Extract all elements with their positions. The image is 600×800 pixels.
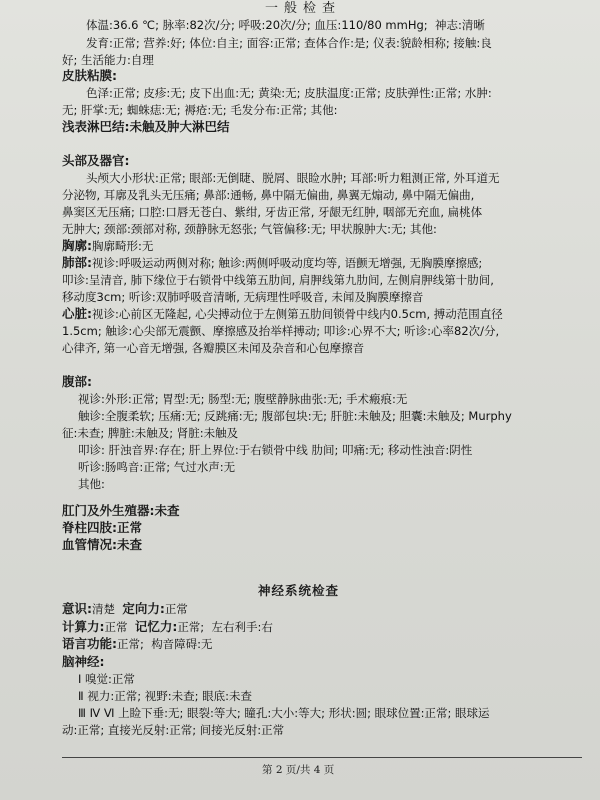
bp-value: 110/80 mmHg — [341, 18, 424, 32]
heart-line-2: 1.5cm; 触诊:心尖部无震颤、摩擦感及抬举样搏动; 叩诊:心界不大; 听诊:心率82次/分, — [62, 324, 500, 338]
head-line-2: 分泌物, 耳廓及乳头无压痛; 鼻部:通畅, 鼻中隔无偏曲, 鼻翼无煽动, 鼻中隔无偏曲, — [62, 188, 475, 202]
abdomen-line-1: 视诊:外形:正常; 胃型:无; 肠型:无; 腹壁静脉曲张:无; 手术瘢痕:无 — [78, 392, 408, 406]
consciousness-value: 清楚 — [92, 602, 115, 616]
lung-line-1 — [62, 256, 482, 270]
spine-line: 脊柱四肢:正常 — [62, 520, 142, 535]
page-title: 一般检查 — [265, 1, 342, 16]
lung-line-2: 叩诊:呈清音, 肺下缘位于右锁骨中线第五肋间, 肩胛线第九肋间, 左侧肩胛线第十肋间, — [62, 273, 494, 287]
consciousness-label: 意识: — [62, 601, 92, 616]
lung-text-1: 视诊:呼吸运动两侧对称; 触诊:两侧呼吸动度均等, 语颤无增强, 无胸膜摩擦感; — [92, 256, 483, 270]
heart-label: 心脏: — [62, 306, 92, 321]
lung-label: 肺部: — [62, 255, 92, 270]
resp-label: 呼吸: — [238, 18, 266, 32]
skin-line-2: 无; 肝掌:无; 蜘蛛痣:无; 褥疮:无; 毛发分布:正常; 其他: — [62, 103, 338, 117]
chest-label: 胸廓: — [62, 238, 92, 253]
temp-label: 体温: — [86, 18, 113, 32]
orientation-value: 正常 — [164, 602, 188, 616]
neuro-language-line — [62, 637, 213, 651]
abdomen-heading: 腹部: — [62, 374, 92, 389]
general-line-2: 好; 生活能力:自理 — [62, 53, 154, 67]
abdomen-line-4: 叩诊: 肝浊音界:存在; 肝上界位:于右锁骨中线 肋间; 叩痛:无; 移动性浊音:阴性 — [78, 443, 473, 457]
memory-value: 正常; — [177, 620, 205, 634]
vessel-line: 血管情况:未查 — [62, 537, 142, 552]
cranial-nerve-2: Ⅱ 视力:正常; 视野:未查; 眼底:未查 — [78, 689, 252, 703]
head-line-3: 鼻窦区无压痛; 口腔:口唇无苍白、紫绀, 牙齿正常, 牙龈无红肿, 咽部无充血, 扁桃体 — [62, 205, 483, 219]
lung-line-3: 移动度3cm; 听诊:双肺呼吸音清晰, 无病理性呼吸音, 未闻及胸膜摩擦音 — [62, 290, 424, 304]
abdomen-line-2: 触诊:全腹柔软; 压痛:无; 反跳痛:无; 腹部包块:无; 肝脏:未触及; 胆囊:未触及; Murphy — [78, 409, 512, 423]
abdomen-line-5: 听诊:肠鸣音:正常; 气过水声:无 — [78, 460, 236, 474]
cranial-nerve-3-cont: 动:正常; 直接光反射:正常; 间接光反射:正常 — [62, 723, 285, 737]
neuro-consciousness-line — [62, 602, 188, 616]
mind-label: 神志: — [434, 18, 462, 32]
temp-value: 36.6 ℃ — [112, 18, 156, 32]
language-value: 正常; — [117, 637, 144, 651]
calc-value: 正常 — [104, 620, 128, 634]
dysarthria: 构音障碍:无 — [151, 637, 213, 651]
handedness: 左右利手:右 — [211, 620, 273, 634]
chest-line — [62, 239, 153, 253]
orientation-label: 定向力: — [122, 601, 165, 616]
neuro-title: 神经系统检查 — [258, 583, 340, 598]
abdomen-line-3: 征:未查; 脾脏:未触及; 肾脏:未触及 — [62, 426, 239, 440]
lymph-line: 浅表淋巴结:未触及肿大淋巴结 — [62, 119, 230, 134]
language-label: 语言功能: — [62, 636, 117, 651]
skin-line-1: 色泽:正常; 皮疹:无; 皮下出血:无; 黄染:无; 皮肤温度:正常; 皮肤弹性:正常; 水肿: — [86, 86, 492, 100]
head-line-1: 头颅大小形状:正常; 眼部:无倒睫、脱屑、眼睑水肿; 耳部:听力粗测正常, 外耳道无 — [86, 171, 500, 185]
heart-line-1 — [62, 307, 503, 321]
neuro-calc-line — [62, 620, 273, 634]
mind-value: 清晰 — [461, 18, 485, 32]
bp-label: 血压: — [314, 18, 342, 32]
abdomen-line-6: 其他: — [78, 477, 105, 491]
vitals-line: 体温:36.6 ℃; 脉率:82次/分; 呼吸:20次/分; 血压:110/80 mmHg; 神志:清晰 — [86, 18, 485, 32]
pulse-value: 82次/分 — [189, 18, 231, 32]
resp-value: 20次/分 — [265, 18, 307, 32]
heart-text-1: 视诊:心前区无隆起, 心尖搏动位于左侧第五肋间锁骨中线内0.5cm, 搏动范围直径 — [92, 307, 503, 321]
chest-value: 胸廓畸形:无 — [92, 239, 154, 253]
page-number: 第 2 页/共 4 页 — [262, 764, 335, 776]
general-line-1: 发育:正常; 营养:好; 体位:自主; 面容:正常; 查体合作:是; 仪表:貌龄相称; 接触:良 — [86, 36, 492, 50]
calc-label: 计算力: — [62, 619, 105, 634]
head-organs-heading: 头部及器官: — [62, 153, 130, 168]
cranial-nerve-3: Ⅲ Ⅳ Ⅵ 上睑下垂:无; 眼裂:等大; 瞳孔:大小:等大; 形状:圆; 眼球位置:正常; 眼球运 — [78, 706, 490, 720]
cranial-nerve-1: Ⅰ 嗅觉:正常 — [78, 672, 135, 686]
memory-label: 记忆力: — [134, 619, 178, 634]
anal-line: 肛门及外生殖器:未查 — [62, 503, 180, 518]
pulse-label: 脉率: — [162, 18, 190, 32]
heart-line-3: 心律齐, 第一心音无增强, 各瓣膜区未闻及杂音和心包摩擦音 — [62, 341, 365, 355]
head-line-4: 无肿大; 颈部:颈部对称, 颈静脉无怒张; 气管偏移:无; 甲状腺肿大:无; 其他: — [62, 222, 437, 236]
skin-heading: 皮肤粘膜: — [62, 68, 117, 83]
footer-divider — [62, 757, 582, 758]
cranial-heading: 脑神经: — [62, 654, 105, 669]
